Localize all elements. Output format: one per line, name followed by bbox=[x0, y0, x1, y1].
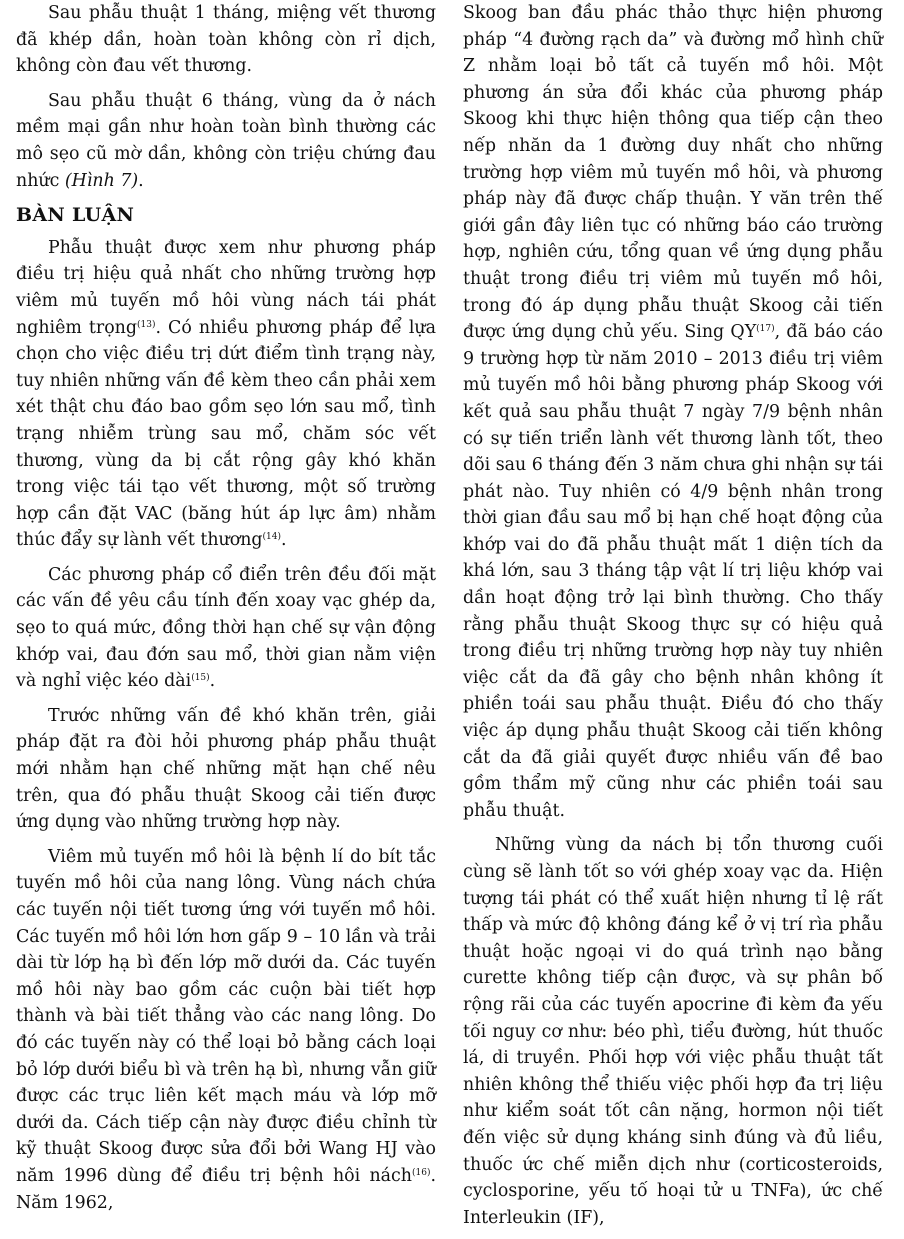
paragraph bbox=[16, 844, 436, 1216]
paragraph-text: . bbox=[138, 170, 144, 191]
paragraph-text: Viêm mủ tuyến mồ hôi là bệnh lí do bít tắc tuyến mồ hôi của nang lông. Vùng nách chứa các tuyến nội tiết tương ứng với tuyến mồ hôi. Các tuyến mồ hôi lớn hơn gấp 9 – 10 lần và trải dài từ lớp hạ bì đến lớp mỡ dưới da. Các tuyến mồ hôi này bao gồm các cuộn bài tiết hợp thành và bài tiết thẳng vào các nang lông. Do đó các tuyến này có thể loại bỏ bằng cách loại bỏ lớp dưới biểu bì và trên hạ bì, nhưng vẫn giữ được các trục liên kết mạch máu và lớp mỡ dưới da. Cách tiếp cận này được điều chỉnh từ kỹ thuật Skoog được sửa đổi bởi Wang HJ vào năm 1996 dùng để điều trị bệnh hôi nách bbox=[16, 846, 436, 1186]
paragraph-text: . bbox=[209, 671, 216, 692]
paragraph-text: . bbox=[281, 530, 287, 551]
paragraph-text: , đã báo cáo 9 trường hợp từ năm 2010 – 2013 điều trị viêm mủ tuyến mồ hôi bằng phương pháp Skoog với kết quả sau phẫu thuật 7 ngày 7/9 bệnh nhân có sự tiến triển lành vết thương lành tốt, theo dõi sau 6 tháng đến 3 năm chưa ghi nhận sự tái phát nào. Tuy nhiên có 4/9 bệnh nhân trong thời gian đầu sau mổ bị hạn chế hoạt động của khớp vai do đã phẫu thuật mất 1 diện tích da khá lớn, sau 3 tháng tập vật lí trị liệu khớp vai dần hoạt động trở lại bình thường. Cho thấy rằng phẫu thuật Skoog thực sự có hiệu quả trong điều trị những trường hợp này tuy nhiên việc cắt da đã gây cho bệnh nhân không ít phiền toái sau phẫu thuật. Điều đó cho thấy việc áp dụng phẫu thuật Skoog cải tiến không cắt da đã giải quyết được nhiều vấn đề bao gồm thẩm mỹ cũng như các phiền toái sau phẫu thuật. bbox=[463, 322, 883, 821]
paragraph bbox=[16, 0, 436, 80]
paragraph-text: Phẫu thuật được xem như phương pháp điều trị hiệu quả nhất cho những trường hợp viêm mủ tuyến mồ hôi vùng nách tái phát nghiêm trọng bbox=[16, 237, 436, 338]
paragraph-text: Trước những vấn đề khó khăn trên, giải pháp đặt ra đòi hỏi phương pháp phẫu thuật mới nhằm hạn chế những mặt hạn chế nêu trên, qua đó phẫu thuật Skoog cải tiến được ứng dụng vào những trường hợp này. bbox=[16, 705, 436, 833]
citation: (16) bbox=[411, 1167, 431, 1178]
paragraph-text: Sau phẫu thuật 1 tháng, miệng vết thương đã khép dần, hoàn toàn không còn rỉ dịch, không còn đau vết thương. bbox=[16, 3, 436, 77]
citation: (13) bbox=[137, 319, 156, 330]
paragraph bbox=[463, 832, 883, 1231]
paragraph-text: Sau phẫu thuật 6 tháng, vùng da ở nách mềm mại gần như hoàn toàn bình thường các mô sẹo cũ mờ dần, không còn triệu chứng đau nhức bbox=[16, 90, 436, 191]
paragraph-text: Những vùng da nách bị tổn thương cuối cùng sẽ lành tốt so với ghép xoay vạc da. Hiện tượng tái phát có thể xuất hiện nhưng tỉ lệ rất thấp và mức độ không đáng kể ở vị trí rìa phẫu thuật hoặc ngoại vi do quá trình nạo bằng curette không tiếp cận được, và sự phân bố rộng rãi của các tuyến apocrine đi kèm đa yếu tối nguy cơ như: béo phì, tiểu đường, hút thuốc lá, di truyền. Phối hợp với việc phẫu thuật tất nhiên không thể thiếu việc phối hợp đa trị liệu như kiểm soát tốt cân nặng, hormon nội tiết đến việc sử dụng kháng sinh đúng và đủ liều, thuốc ức chế miễn dịch như (corticosteroids, cyclosporine, yếu tố hoại tử u TNFa), ức chế Interleukin (IF), bbox=[463, 835, 883, 1228]
paragraph bbox=[16, 562, 436, 695]
paragraph-text: . Năm 1962, bbox=[16, 1165, 436, 1213]
paragraph bbox=[463, 0, 883, 824]
paragraph bbox=[16, 703, 436, 836]
section-heading: BÀN LUẬN bbox=[16, 204, 135, 227]
paragraph bbox=[16, 235, 436, 554]
citation: (14) bbox=[262, 532, 282, 543]
figure-reference: (Hình 7) bbox=[64, 170, 139, 191]
citation: (17) bbox=[756, 324, 775, 335]
citation: (15) bbox=[191, 673, 210, 684]
paragraph bbox=[16, 88, 436, 194]
paragraph-text: . Có nhiều phương pháp để lựa chọn cho việc điều trị dứt điểm tình trạng này, tuy nhiên những vấn đề kèm theo cần phải xem xét thật chu đáo bao gồm sẹo lớn sau mổ, tình trạng nhiễm trùng sau mổ, chăm sóc vết thương, vùng da bị cắt rộng gây khó khăn trong việc tái tạo vết thương, một số trường hợp cần đặt VAC (băng hút áp lực âm) nhằm thúc đẩy sự lành vết thương bbox=[16, 317, 436, 551]
left-column bbox=[16, 0, 436, 1224]
right-column bbox=[463, 0, 883, 1239]
paragraph-text: Skoog ban đầu phác thảo thực hiện phương pháp “4 đường rạch da” và đường mổ hình chữ Z nhằm loại bỏ tất cả tuyến mồ hôi. Một phương án sửa đổi khác của phương pháp Skoog khi thực hiện thông qua tiếp cận theo nếp nhăn da 1 đường duy nhất cho những trường hợp viêm mủ tuyến mồ hôi, và phương pháp này đã được chấp thuận. Y văn trên thế giới gần đây liên tục có những báo cáo trường hợp, nghiên cứu, tổng quan về ứng dụng phẫu thuật trong điều trị viêm mủ tuyến mồ hôi, trong đó áp dụng phẫu thuật Skoog cải tiến được ứng dụng chủ yếu. Sing QY bbox=[463, 3, 883, 343]
paragraph-text: Các phương pháp cổ điển trên đều đối mặt các vấn đề yêu cầu tính đến xoay vạc ghép da, sẹo to quá mức, đồng thời hạn chế sự vận động khớp vai, đau đớn sau mổ, thời gian nằm viện và nghỉ việc kéo dài bbox=[16, 564, 436, 692]
